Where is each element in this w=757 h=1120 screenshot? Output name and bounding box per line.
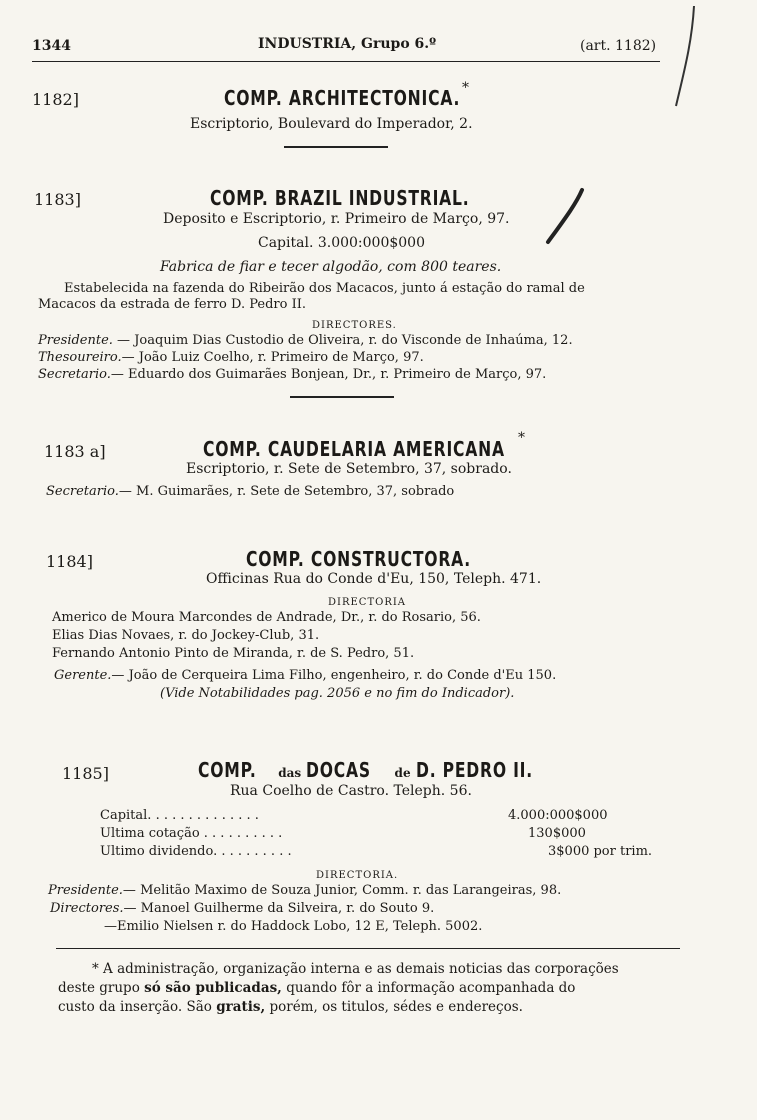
secretary-role: Secretario.— — [46, 484, 132, 499]
ink-stroke-mark — [540, 186, 590, 246]
entry-title: COMP. ARCHITECTONICA. — [224, 86, 461, 110]
finance-label: Ultimo dividendo. . . . . . . . . . — [100, 844, 292, 859]
footnote-emphasis: só são publicadas, — [144, 980, 282, 996]
footnote-text: porém, os titulos, sédes e endereços. — [269, 999, 523, 1015]
secretary-line — [46, 484, 454, 499]
finance-label: Capital. . . . . . . . . . . . . . — [100, 808, 259, 823]
director-line: Fernando Antonio Pinto de Miranda, r. de S. Pedro, 51. — [52, 646, 415, 661]
directors-heading: DIRECTORIA — [328, 597, 407, 608]
entry-title-wrap — [198, 758, 566, 782]
footnote-line: * A administração, organização interna e as demais noticias das corporações — [92, 961, 619, 977]
footnote-emphasis: gratis, — [216, 999, 266, 1015]
entry-address: Rua Coelho de Castro. Teleph. 56. — [230, 783, 472, 799]
footnote-text: quando fôr a informação acompanhada do — [286, 980, 576, 996]
finance-value: 3$000 por trim. — [548, 844, 653, 859]
entry-capital: Capital. 3.000:000$000 — [258, 235, 425, 251]
entry-title-part: de — [394, 766, 411, 780]
running-title: INDUSTRIA, Grupo 6.º — [258, 36, 437, 52]
entry-title-part: DOCAS — [306, 758, 372, 782]
director-text: Emilio Nielsen r. do Haddock Lobo, 12 E, Teleph. 5002. — [117, 919, 483, 934]
separator — [284, 146, 388, 148]
director-line: Americo de Moura Marcondes de Andrade, Dr., r. do Rosario, 56. — [52, 610, 481, 625]
manager-line — [54, 668, 556, 683]
director-text: Joaquim Dias Custodio de Oliveira, r. do Visconde de Inhaúma, 12. — [134, 333, 573, 348]
entry-number: 1183 a] — [44, 442, 106, 461]
entry-title-wrap — [224, 86, 527, 110]
entry-title-part: COMP. — [198, 758, 257, 782]
director-text: João Luiz Coelho, r. Primeiro de Março, 97. — [138, 350, 424, 365]
director-role: Directores.— — [50, 901, 137, 916]
finance-value: 4.000:000$000 — [508, 808, 608, 823]
entry-number: 1182] — [32, 90, 79, 109]
see-also-note: (Vide Notabilidades pag. 2056 e no fim do Indicador). — [160, 686, 515, 701]
asterisk-mark: * — [518, 430, 525, 446]
entry-number: 1185] — [62, 764, 109, 783]
director-role: Secretario.— — [38, 367, 124, 382]
footnote-text: custo da inserção. São — [58, 999, 212, 1015]
separator — [290, 396, 394, 398]
directors-heading: DIRECTORIA. — [316, 870, 399, 881]
director-text: Manoel Guilherme da Silveira, r. do Souto 9. — [140, 901, 435, 916]
entry-address: Deposito e Escriptorio, r. Primeiro de Março, 97. — [163, 211, 510, 227]
manager-role: Gerente.— — [54, 668, 125, 683]
entry-address: Officinas Rua do Conde d'Eu, 150, Teleph. 471. — [206, 571, 542, 587]
entry-description-line: Macacos da estrada de ferro D. Pedro II. — [38, 297, 306, 312]
margin-ink-mark — [664, 2, 704, 112]
entry-title-wrap — [203, 437, 590, 461]
director-role: — — [104, 919, 117, 934]
article-ref: (art. 1182) — [580, 38, 657, 54]
director-line — [38, 333, 573, 348]
secretary-text: M. Guimarães, r. Sete de Setembro, 37, sobrado — [136, 484, 455, 499]
finance-label: Ultima cotação . . . . . . . . . . — [100, 826, 283, 841]
entry-title-wrap — [210, 186, 543, 210]
page-number: 1344 — [32, 38, 71, 54]
entry-title: COMP. CONSTRUCTORA. — [246, 547, 471, 571]
director-line — [38, 350, 424, 365]
entry-factory: Fabrica de fiar e tecer algodão, com 800 teares. — [160, 259, 502, 275]
header-rule — [32, 61, 660, 62]
entry-title-part: das — [278, 766, 302, 780]
entry-number: 1183] — [34, 190, 81, 209]
entry-title-part: D. PEDRO II. — [415, 758, 533, 782]
director-line — [104, 919, 482, 934]
asterisk-mark: * — [462, 80, 469, 96]
director-role: Thesoureiro.— — [38, 350, 135, 365]
director-text: Melitão Maximo de Souza Junior, Comm. r. das Larangeiras, 98. — [140, 883, 562, 898]
footnote-text: deste grupo — [58, 980, 140, 996]
finance-value: 130$000 — [528, 826, 586, 841]
directors-heading: DIRECTORES. — [312, 320, 397, 331]
entry-title-wrap — [246, 547, 534, 571]
entry-address: Escriptorio, r. Sete de Setembro, 37, sobrado. — [186, 461, 512, 477]
entry-number: 1184] — [46, 552, 93, 571]
footnote-rule — [56, 948, 680, 949]
entry-title: COMP. CAUDELARIA AMERICANA — [203, 437, 505, 461]
director-line: Elias Dias Novaes, r. do Jockey-Club, 31. — [52, 628, 320, 643]
entry-title: COMP. BRAZIL INDUSTRIAL. — [210, 186, 470, 210]
director-line — [48, 883, 561, 898]
manager-text: João de Cerqueira Lima Filho, engenheiro, r. do Conde d'Eu 150. — [128, 668, 557, 683]
director-role: Presidente.— — [48, 883, 136, 898]
footnote-line — [58, 999, 523, 1015]
entry-description-line: Estabelecida na fazenda do Ribeirão dos Macacos, junto á estação do ramal de — [64, 281, 585, 296]
director-line — [38, 367, 546, 382]
footnote-line — [58, 980, 575, 996]
director-text: Eduardo dos Guimarães Bonjean, Dr., r. Primeiro de Março, 97. — [128, 367, 547, 382]
director-role: Presidente. — — [38, 333, 131, 348]
director-line — [50, 901, 434, 916]
entry-address: Escriptorio, Boulevard do Imperador, 2. — [190, 116, 473, 132]
